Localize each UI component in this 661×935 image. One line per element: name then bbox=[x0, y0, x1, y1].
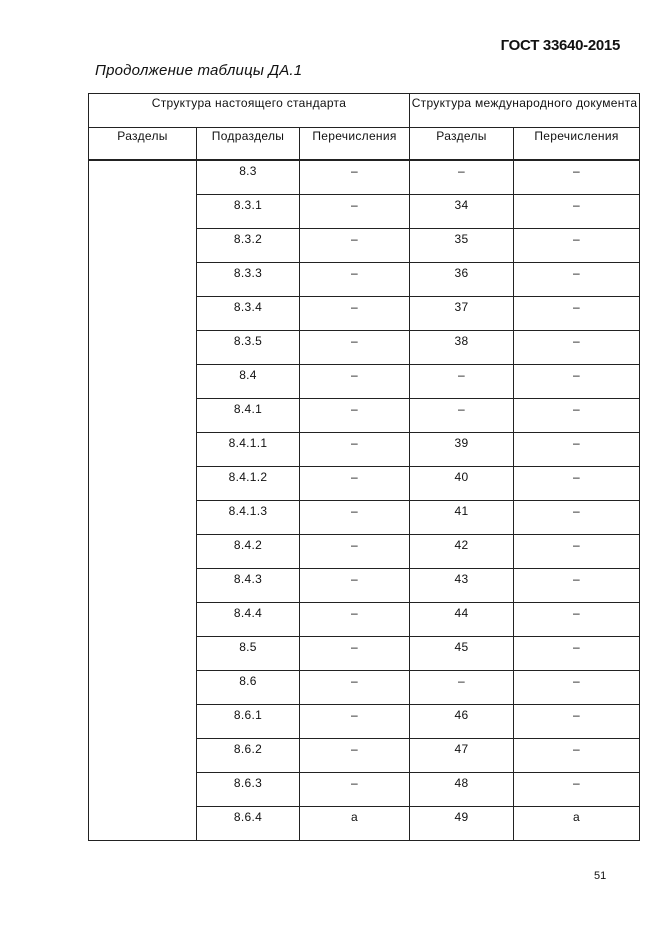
document-code: ГОСТ 33640-2015 bbox=[500, 37, 620, 54]
enumeration-cell: – bbox=[300, 160, 410, 195]
intl-section-cell: 49 bbox=[410, 807, 514, 841]
table-body bbox=[89, 160, 640, 841]
intl-section-cell: – bbox=[410, 399, 514, 433]
intl-enumeration-cell: – bbox=[514, 399, 640, 433]
subsection-cell: 8.4 bbox=[197, 365, 300, 399]
enumeration-cell: – bbox=[300, 501, 410, 535]
enumeration-cell: – bbox=[300, 773, 410, 807]
enumeration-cell: – bbox=[300, 535, 410, 569]
intl-enumeration-cell: – bbox=[514, 773, 640, 807]
table-row bbox=[89, 160, 640, 195]
subsection-cell: 8.6.4 bbox=[197, 807, 300, 841]
intl-section-cell: 48 bbox=[410, 773, 514, 807]
intl-section-cell: 34 bbox=[410, 195, 514, 229]
subsection-cell: 8.4.1.3 bbox=[197, 501, 300, 535]
subsection-cell: 8.6.3 bbox=[197, 773, 300, 807]
enumeration-cell: – bbox=[300, 637, 410, 671]
enumeration-cell: – bbox=[300, 433, 410, 467]
intl-section-cell: 45 bbox=[410, 637, 514, 671]
intl-enumeration-cell: – bbox=[514, 637, 640, 671]
enumeration-cell: – bbox=[300, 705, 410, 739]
intl-enumeration-cell: – bbox=[514, 739, 640, 773]
intl-enumeration-cell: – bbox=[514, 603, 640, 637]
intl-enumeration-cell: – bbox=[514, 501, 640, 535]
intl-enumeration-cell: – bbox=[514, 160, 640, 195]
column-header-enumerations: Перечисления bbox=[300, 128, 410, 161]
subsection-cell: 8.3.4 bbox=[197, 297, 300, 331]
intl-enumeration-cell: – bbox=[514, 263, 640, 297]
intl-section-cell: 42 bbox=[410, 535, 514, 569]
intl-section-cell: 35 bbox=[410, 229, 514, 263]
subsection-cell: 8.4.4 bbox=[197, 603, 300, 637]
column-header-subsections: Подразделы bbox=[197, 128, 300, 161]
intl-section-cell: 43 bbox=[410, 569, 514, 603]
intl-enumeration-cell: – bbox=[514, 705, 640, 739]
page-number: 51 bbox=[594, 870, 607, 882]
enumeration-cell: – bbox=[300, 739, 410, 773]
column-header-intl-enumerations: Перечисления bbox=[514, 128, 640, 161]
intl-section-cell: – bbox=[410, 365, 514, 399]
column-header-sections: Разделы bbox=[89, 128, 197, 161]
column-header-intl-sections: Разделы bbox=[410, 128, 514, 161]
enumeration-cell: – bbox=[300, 603, 410, 637]
subsection-cell: 8.6.1 bbox=[197, 705, 300, 739]
intl-section-cell: 38 bbox=[410, 331, 514, 365]
enumeration-cell: – bbox=[300, 671, 410, 705]
enumeration-cell: – bbox=[300, 331, 410, 365]
subsection-cell: 8.4.1.2 bbox=[197, 467, 300, 501]
sections-cell bbox=[89, 160, 197, 841]
intl-section-cell: – bbox=[410, 671, 514, 705]
enumeration-cell: – bbox=[300, 569, 410, 603]
intl-section-cell: 41 bbox=[410, 501, 514, 535]
intl-section-cell: 36 bbox=[410, 263, 514, 297]
intl-section-cell: 37 bbox=[410, 297, 514, 331]
intl-enumeration-cell: – bbox=[514, 331, 640, 365]
intl-enumeration-cell: – bbox=[514, 671, 640, 705]
enumeration-cell: – bbox=[300, 365, 410, 399]
table-caption: Продолжение таблицы ДА.1 bbox=[95, 62, 303, 79]
subsection-cell: 8.3.5 bbox=[197, 331, 300, 365]
enumeration-cell: – bbox=[300, 467, 410, 501]
group-header-international: Структура международного документа bbox=[410, 94, 640, 128]
intl-section-cell: 46 bbox=[410, 705, 514, 739]
intl-section-cell: 44 bbox=[410, 603, 514, 637]
intl-section-cell: 40 bbox=[410, 467, 514, 501]
subsection-cell: 8.4.3 bbox=[197, 569, 300, 603]
enumeration-cell: a bbox=[300, 807, 410, 841]
subsection-cell: 8.4.2 bbox=[197, 535, 300, 569]
enumeration-cell: – bbox=[300, 229, 410, 263]
intl-section-cell: 47 bbox=[410, 739, 514, 773]
subsection-cell: 8.3.3 bbox=[197, 263, 300, 297]
intl-enumeration-cell: – bbox=[514, 297, 640, 331]
subsection-cell: 8.3 bbox=[197, 160, 300, 195]
enumeration-cell: – bbox=[300, 399, 410, 433]
subsection-cell: 8.6 bbox=[197, 671, 300, 705]
intl-enumeration-cell: – bbox=[514, 365, 640, 399]
intl-enumeration-cell: – bbox=[514, 229, 640, 263]
group-header-this-standard: Структура настоящего стандарта bbox=[89, 94, 410, 128]
subsection-cell: 8.5 bbox=[197, 637, 300, 671]
intl-enumeration-cell: – bbox=[514, 569, 640, 603]
intl-section-cell: 39 bbox=[410, 433, 514, 467]
enumeration-cell: – bbox=[300, 263, 410, 297]
intl-enumeration-cell: – bbox=[514, 433, 640, 467]
correspondence-table bbox=[88, 93, 640, 841]
subsection-cell: 8.4.1.1 bbox=[197, 433, 300, 467]
enumeration-cell: – bbox=[300, 297, 410, 331]
subsection-cell: 8.3.2 bbox=[197, 229, 300, 263]
intl-enumeration-cell: – bbox=[514, 467, 640, 501]
subsection-cell: 8.6.2 bbox=[197, 739, 300, 773]
subsection-cell: 8.4.1 bbox=[197, 399, 300, 433]
intl-enumeration-cell: a bbox=[514, 807, 640, 841]
intl-enumeration-cell: – bbox=[514, 195, 640, 229]
intl-section-cell: – bbox=[410, 160, 514, 195]
enumeration-cell: – bbox=[300, 195, 410, 229]
subsection-cell: 8.3.1 bbox=[197, 195, 300, 229]
intl-enumeration-cell: – bbox=[514, 535, 640, 569]
